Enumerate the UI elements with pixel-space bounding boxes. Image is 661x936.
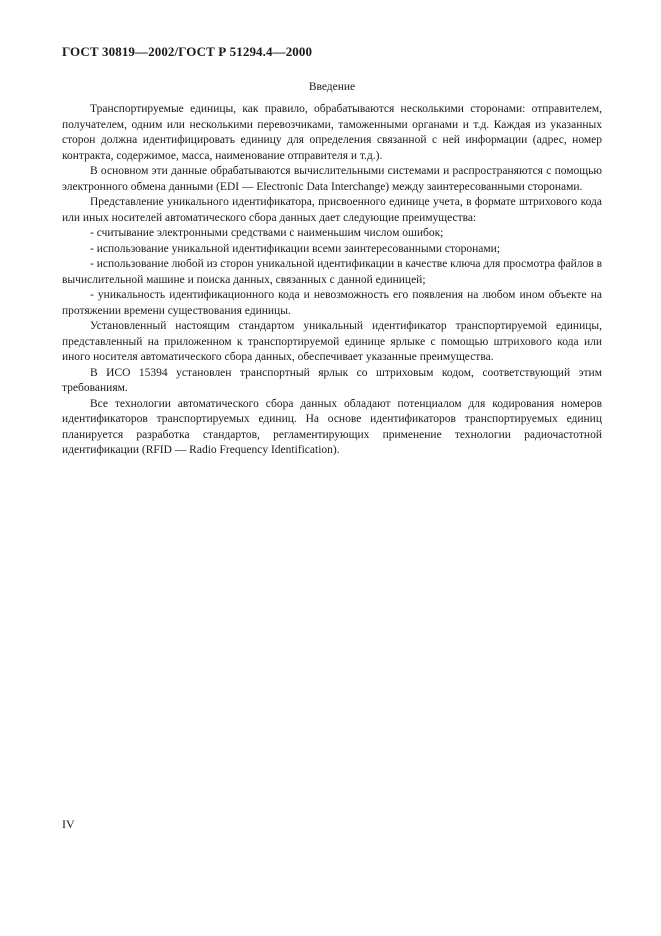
paragraph: В ИСО 15394 установлен транспортный ярлык со штриховым кодом, соответствующий этим требованиям. bbox=[62, 366, 602, 394]
paragraph: Представление уникального идентификатора, присвоенного единице учета, в формате штрихового кода или иных носителей автоматического сбора данных дает следующие преимущества: bbox=[62, 196, 602, 224]
list-item: - считывание электронными средствами с наименьшим числом ошибок; bbox=[90, 227, 444, 239]
paragraph: Транспортируемые единицы, как правило, обрабатываются несколькими сторонами: отправителем, получателем, одним или несколькими перевозчиками, таможенными органами и т.д. Каждая из указанных сторон должна идентифицировать единицу для определения связанной с ней информации (адрес, номер контракта, содержимое, масса, наименование отправителя и т.д.). bbox=[62, 103, 602, 162]
body-text bbox=[62, 102, 602, 459]
page-number: IV bbox=[62, 817, 75, 831]
list-item: - использование уникальной идентификации всеми заинтересованными сторонами; bbox=[90, 242, 501, 255]
paragraph: В основном эти данные обрабатываются вычислительными системами и распространяются с помощью электронного обмена данными (EDI — Electronic Data Interchange) между заинтересованными сторонами. bbox=[62, 165, 602, 193]
paragraph: Установленный настоящим стандартом уникальный идентификатор транспортируемой единицы, представленный на приложенном к транспортируемой единице ярлыке с помощью штрихового кода или иного носителя автоматического сбора данных, обеспечивает указанные преимущества. bbox=[62, 320, 602, 363]
section-title: Введение bbox=[308, 81, 356, 93]
paragraph: Все технологии автоматического сбора данных обладают потенциалом для кодирования номеров идентификаторов транспортируемых единиц. На основе идентификаторов транспортируемых единиц планируется разработка стандартов, регламентирующих применение технологии радиочастотной идентификации (RFID — Radio Frequency Identification). bbox=[62, 397, 602, 456]
list-item: - использование любой из сторон уникальной идентификации в качестве ключа для просмотра файлов в вычислительной машине и поиска данных, связанных с данной единицей; bbox=[62, 258, 602, 286]
document-header: ГОСТ 30819—2002/ГОСТ Р 51294.4—2000 bbox=[62, 44, 313, 59]
list-item: - уникальность идентификационного кода и невозможность его появления на любом ином объекте на протяжении времени существования единицы. bbox=[62, 289, 602, 317]
